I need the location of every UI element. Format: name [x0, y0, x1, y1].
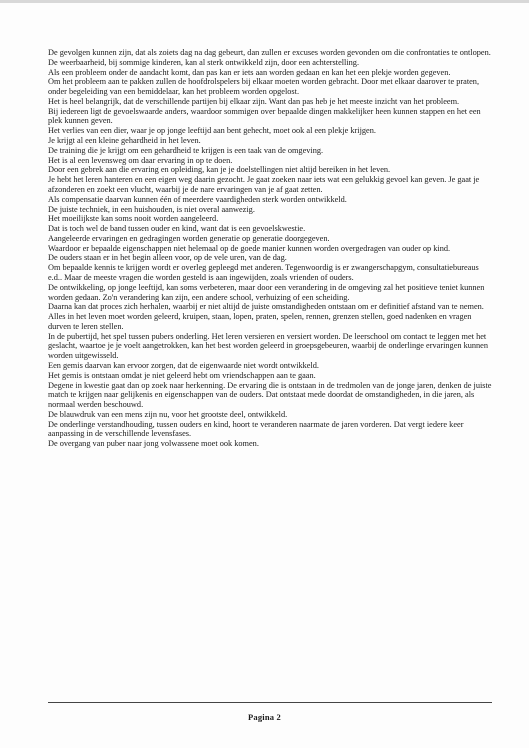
- page-footer: [0, 707, 529, 725]
- paragraph: Door een gebrek aan die ervaring en opleiding, kan je je doelstellingen niet altijd bereiken in het leven.: [48, 165, 391, 175]
- paragraph: De training die je krijgt om een gehardheid te krijgen is een taak van de omgeving.: [48, 145, 324, 155]
- paragraph: Waardoor er bepaalde eigenschappen niet helemaal op de goede manier kunnen worden overgedragen van ouder op kind.: [48, 243, 451, 253]
- paragraph: De weerbaarheid, bij sommige kinderen, kan al sterk ontwikkeld zijn, door een achterstelling.: [48, 57, 360, 67]
- paragraph: Als compensatie daarvan kunnen één of meerdere vaardigheden sterk worden ontwikkeld.: [48, 194, 347, 204]
- footer-divider: [48, 702, 492, 703]
- paragraph: De gevolgen kunnen zijn, dat als zoiets dag na dag gebeurt, dan zullen er excuses worden gevonden om die confrontaties te ontlopen.: [48, 48, 491, 57]
- paragraph: De onderlinge verstandhouding, tussen ouders en kind, hoort te veranderen naarmate de jaren vorderen. Dat vergt iedere keer aanpassing in de verschillende levensfases.: [48, 419, 464, 439]
- paragraph: Om het probleem aan te pakken zullen de hoofdrolspelers bij elkaar moeten worden gebracht. Door met elkaar daarover te praten, onder begeleiding van een bemiddelaar, kan het probleem worden opgelost.: [48, 77, 480, 97]
- paragraph: Daarna kan dat proces zich herhalen, waarbij er niet altijd de juiste omstandigheden ontstaan om er definitief afstand van te nemen.: [48, 302, 484, 312]
- page-top-edge: [0, 0, 529, 3]
- paragraph: Een gemis daarvan kan ervoor zorgen, dat de eigenwaarde niet wordt ontwikkeld.: [48, 361, 320, 370]
- paragraph: Het is al een levensweg om daar ervaring in op te doen.: [48, 155, 233, 165]
- paragraph: De overgang van puber naar jong volwassene moet ook komen.: [48, 439, 259, 449]
- paragraph: Degene in kwestie gaat dan op zoek naar herkenning. De ervaring die is ontstaan in de tredmolen van de jonge jaren, denken de juiste match te krijgen naar gelijkenis en eigenschappen van de ouders. Dat ontstaat mede doordat de omstandigheden, in die jaren, als normaal werden beschouwd.: [48, 380, 492, 410]
- paragraph: Het moeilijkste kan soms nooit worden aangeleerd.: [48, 214, 219, 224]
- paragraph: Het gemis is ontstaan omdat je niet geleerd hebt om vriendschappen aan te gaan.: [48, 370, 316, 380]
- page-number: Pagina 2: [247, 712, 281, 722]
- paragraph: De ontwikkeling, op jonge leeftijd, kan soms verbeteren, maar door een verandering in de omgeving zal het positieve teniet kunnen worden gedaan. Zo'n verandering kan zijn, een andere school, verhuizing of een scheiding.: [48, 282, 485, 302]
- paragraph: Om bepaalde kennis te krijgen wordt er overleg gepleegd met anderen. Tegenwoordig is er zwangerschapgym, consultatiebureaus e.d.. Maar de meeste vragen die worden gesteld is aan ingewijden, zoals vrienden of ouders.: [48, 263, 479, 282]
- paragraph: Dat is toch wel de band tussen ouder en kind, want dat is een gevoelskwestie.: [48, 224, 306, 234]
- paragraph: De ouders staan er in het begin alleen voor, op de vele uren, van de dag.: [48, 253, 287, 263]
- paragraph: Het verlies van een dier, waar je op jonge leeftijd aan bent gehecht, moet ook al een plekje krijgen.: [48, 126, 376, 136]
- paragraph: Bij iedereen ligt de gevoelswaarde anders, waardoor sommigen over bepaalde dingen makkelijker heen kunnen stappen en het een plek kunnen geven.: [48, 106, 481, 126]
- paragraph: Als een probleem onder de aandacht komt, dan pas kan er iets aan worden gedaan en kan het een plekje worden gegeven.: [48, 67, 451, 77]
- paragraph: Het is heel belangrijk, dat de verschillende partijen bij elkaar zijn. Want dan pas heb je het meeste inzicht van het probleem.: [48, 96, 460, 106]
- paragraph: Alles in het leven moet worden geleerd, kruipen, staan, lopen, praten, spelen, rennen, grenzen stellen, goed nadenken en vragen durven te leren stellen.: [48, 312, 472, 331]
- paragraph: De blauwdruk van een mens zijn nu, voor het grootste deel, ontwikkeld.: [48, 409, 288, 419]
- paragraph: Aangeleerde ervaringen en gedragingen worden generatie op generatie doorgegeven.: [48, 233, 330, 243]
- paragraph: In de pubertijd, het spel tussen pubers onderling. Het leren versieren en versiert worden. De leerschool om contact te leggen met het geslacht, waartoe je je voelt aangetrokken, kan het best worden geleerd in groepsgebeuren, waarbij de onderlinge ervaringen kunnen worden uitgewisseld.: [48, 331, 489, 361]
- paragraph: De juiste techniek, in een huishouden, is niet overal aanwezig.: [48, 204, 255, 214]
- paragraph: Je krijgt al een kleine gehardheid in het leven.: [48, 136, 201, 146]
- body-text: [48, 48, 492, 449]
- paragraph: Je hebt het leren hanteren en een eigen weg daarin gezocht. Je gaat zoeken naar iets wat een gelukkig gevoel kan geven. Je gaat je afzonderen en zoekt een vlucht, waarbij je de nare ervaringen van je af gaat zetten.: [48, 175, 480, 194]
